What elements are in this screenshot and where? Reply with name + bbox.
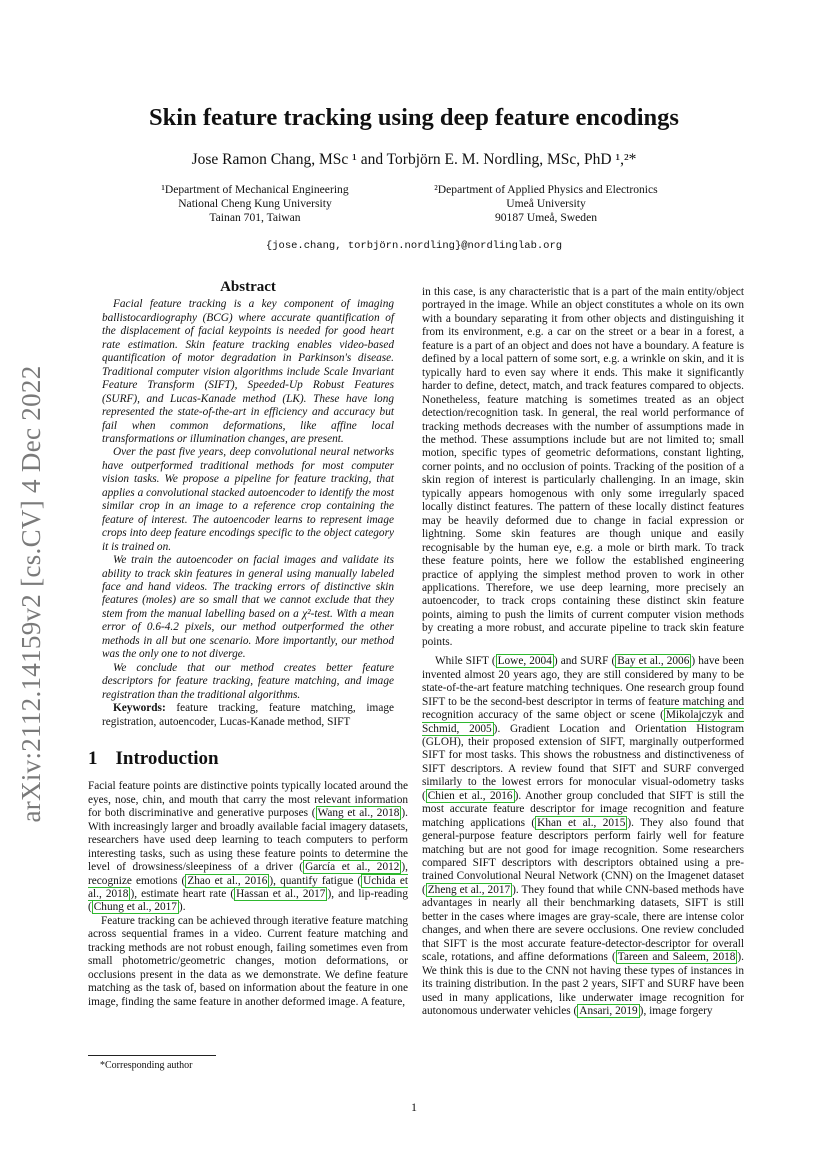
- citation-link[interactable]: Wang et al., 2018: [317, 807, 400, 820]
- abstract-paragraph: Facial feature tracking is a key component of imaging ballistocardiography (BCG) where accurate quantification of the displacement of facial keypoints is needed for good heart rate estimation. Skin feature tracking enables video-based quantification of motor degradation in Parkinson's disease. Traditional computer vision algorithms include Scale Invariant Feature Transform (SIFT), Speeded-Up Robust Features (SURF), and Lucas-Kanade method (LK). These have long represented the state-of-the-art in efficiency and accuracy but fail when common deformations, like affine local transformations or illumination changes, are present.: [102, 298, 394, 445]
- citation-link[interactable]: Uchida et al., 2018: [88, 874, 408, 901]
- abstract-paragraph: We conclude that our method creates better feature descriptors for feature tracking, feature matching, and image registration than the traditional algorithms.: [102, 661, 394, 701]
- affiliation-2: [415, 183, 677, 225]
- citation-link[interactable]: Hassan et al., 2017: [236, 888, 326, 901]
- citation-link[interactable]: Ansari, 2019: [579, 1005, 638, 1018]
- section-number: 1: [88, 747, 98, 769]
- citation-link[interactable]: Chien et al., 2016: [427, 789, 513, 802]
- text-run: . Another group concluded that SIFT is still the most accurate feature descriptor for image recognition and feature matching applications: [422, 789, 744, 829]
- text-run: , recognize emotions: [88, 861, 408, 887]
- body-paragraph: in this case, is any characteristic that is a part of the main entity/object portrayed in the image. While an object constitutes a whole on its own with a boundary separating it from other objects and distinguishing it from its environment, e.g. a car on the street or a bear in a forest, a feature is a part of an object and does not have a boundary. A feature is defined by a local pattern of some sort, e.g. a wrinkle on skin, and it is typically hard to even say where it ends. This make it significantly harder to define, detect, match, and track features compared to objects. Nonetheless, feature matching is sometimes treated as an object detection/recognition task. In general, the real world performance of tracking methods decreases with the number of assumptions made in the method. These assumptions include but are not limited to; small motion, specific types of geometric deformations, constant lighting, corner points, and no occlusion of points. Tracking of the position of a skin region of interest is particularly challenging. In an image, skin typically appears homogenous with only some irregularly spaced locally distinct features. The pattern of these locally distinct features may be heavily deformed due to change in facial expression or lightning. Some skin features are though unique and easily recognisable by the human eye, e.g. a mole or birth mark. To track these feature points, here we follow the established engineering practice of applying the simplest method proven to work in other applications. Therefore, we use deep learning, more precisely an autoencoder, to track crops containing these distinct skin feature points, aiming to push the limits of current computer vision methods by creating a more robust, and accurate pipeline to track skin feature points.: [422, 286, 744, 648]
- text-run: . Gradient Location and Orientation Histogram (GLOH), their proposed extension of SIFT, marginally outperformed SIFT for most tasks. This shows the robustness and distinctiveness of SIFT descriptors. A review found that SIFT and SURF converged similarly to the lowest errors for monocular visual-odometry tasks: [422, 722, 745, 789]
- keywords-text: feature tracking, feature matching, image registration, autoencoder, Lucas-Kanade method, SIFT: [102, 702, 394, 728]
- footnote-rule: [88, 1055, 216, 1056]
- text-run: , image forgery: [643, 1005, 713, 1018]
- text-run: .: [182, 901, 186, 914]
- citation-link[interactable]: Zhao et al., 2016: [187, 874, 268, 887]
- abstract-paragraph: Over the past five years, deep convolutional neural networks have outperformed traditional methods for most computer vision tasks. We propose a pipeline for feature tracking, that applies a convolutional stacked autoencoder to identify the most similar crop in an image to a reference crop containing the feature of interest. The autoencoder learns to represent image crops into deep feature encodings specific to the object category it is trained on.: [102, 446, 394, 553]
- page-number: 1: [411, 1100, 417, 1114]
- affiliation-line: Tainan 701, Taiwan: [209, 211, 301, 224]
- abstract-heading: Abstract: [220, 279, 276, 295]
- abstract-body: [88, 298, 408, 702]
- section-title: Introduction: [115, 747, 219, 769]
- paper-title: Skin feature tracking using deep feature encodings: [149, 104, 679, 131]
- affiliation-line: 90187 Umeå, Sweden: [494, 211, 598, 224]
- text-run: . We think this is due to the CNN not having these types of instances in its training distribution. In the past 2 years, SIFT and SURF have been used in many applications, like underwater image recognition for autonomous underwater vehicles: [422, 951, 744, 1018]
- text-run: While SIFT: [435, 655, 489, 668]
- keywords-label: Keywords:: [113, 702, 166, 715]
- citation-link[interactable]: Tareen and Saleem, 2018: [617, 951, 736, 964]
- abstract-paragraph: We train the autoencoder on facial images and validate its ability to track skin features in general using manually labeled face and hand videos. The tracking errors of distinctive skin features (moles) are so small that we cannot exclude that they stem from the manual labelling based on a χ²-test. With a mean error of 0.6-4.2 pixels, our method outperformed the other methods in all but one scenario. More importantly, our method was the only one to not diverge.: [102, 554, 394, 661]
- text-run: and SURF: [560, 655, 609, 668]
- contact-email[interactable]: {jose.chang, torbjörn.nordling}@nordlinglab.org: [265, 240, 563, 252]
- text-run: . They found that while CNN-based methods have advantages in nearly all their benchmarking datasets, SIFT is still better in the cases where images are gray-scale, there are intense color changes, and when there are severe occlusions. One review concluded that SIFT is the most accurate feature-detector-descriptor for overall scale, rotations, and affine deformations: [422, 883, 744, 964]
- citation-link[interactable]: Bay et al., 2006: [617, 655, 690, 668]
- arxiv-identifier: arXiv:2112.14159v2 [cs.CV] 4 Dec 2022: [16, 365, 46, 823]
- affiliation-line: ²Department of Applied Physics and Electronics: [434, 183, 658, 196]
- intro-paragraph-1: Facial feature points are distinctive points typically located around the eyes, nose, chin, and mouth that carry the most relevant information for both discriminative and generative purposes ( Wang et al., 2018 ). With increasingly larger and broadly available facial imagery datasets, researchers have used deep learning to teach computers to perform interesting tasks, such as using these feature points to determine the level of drowsiness/sleepiness of a driver ( García et al., 2012 ), recognize emotions ( Zhao et al., 2016 ), quantify fatigue ( Uchida et al., 2018 ), estimate heart rate ( Hassan et al., 2017 ), and lip-reading ( Chung et al., 2017 ).: [88, 780, 408, 914]
- citation-link[interactable]: Lowe, 2004: [497, 655, 552, 668]
- citation-link[interactable]: Mikolajczyk and Schmid, 2005: [422, 709, 744, 735]
- text-run: , quantify fatigue: [273, 874, 354, 887]
- citation-link[interactable]: García et al., 2012: [305, 861, 400, 874]
- keywords: [88, 702, 408, 729]
- text-run: , estimate heart rate: [134, 888, 227, 901]
- citation-link[interactable]: Zheng et al., 2017: [427, 883, 511, 896]
- footnote: *Corresponding author: [100, 1060, 193, 1071]
- text-run: have been invented almost 20 years ago, they are still considered by many to be state-of-the-art feature matching techniques. One research group found SIFT to be the second-best descriptor in terms of feature matching and recognition accuracy of the same object or scene: [422, 655, 744, 722]
- left-column: [88, 281, 408, 1009]
- affiliation-line: Umeå University: [506, 197, 586, 210]
- intro-paragraph-2: Feature tracking can be achieved through iterative feature matching across sequential frames in a video. Current feature matching and tracking methods are not robust enough, failing sometimes even from small photometric/geometric changes, motion deformations, or occlusions present in the data as we demonstrate. We define feature matching as the task of, based on information about the feature in one image, finding the same feature in another deformed image. A feature,: [88, 914, 408, 1008]
- citation-link[interactable]: Khan et al., 2015: [537, 816, 626, 829]
- text-run: . With increasingly larger and broadly available facial imagery datasets, researchers have used deep learning to teach computers to perform interesting tasks, such as using these feature points to determine the level of drowsiness/sleepiness of a driver: [88, 807, 408, 874]
- text-run: . They also found that general-purpose feature descriptors perform fairly well for feature matching but are not good for image recognition. Some researchers compared SIFT descriptors with descriptors obtained using a pre-trained Convolutional Neural Network (CNN) on the Imagenet dataset: [422, 816, 744, 883]
- affiliation-1: [130, 183, 380, 225]
- section-heading-introduction: [88, 747, 408, 769]
- citation-link[interactable]: Chung et al., 2017: [93, 901, 177, 914]
- affiliation-line: ¹Department of Mechanical Engineering: [161, 183, 349, 196]
- right-column: [422, 286, 744, 1018]
- body-paragraph-sift: While SIFT ( Lowe, 2004 ) and SURF ( Bay et al., 2006 ) have been invented almost 20 years ago, they are still considered by many to be state-of-the-art feature matching techniques. One research group found SIFT to be the second-best descriptor in terms of feature matching and recognition accuracy of the same object or scene ( Mikolajczyk and Schmid, 2005 ). Gradient Location and Orientation Histogram (GLOH), their proposed extension of SIFT, marginally outperformed SIFT for most tasks. This shows the robustness and distinctiveness of SIFT descriptors. A review found that SIFT and SURF converged similarly to the lowest errors for monocular visual-odometry tasks ( Chien et al., 2016 ). Another group concluded that SIFT is still the most accurate feature descriptor for image recognition and feature matching applications ( Khan et al., 2015 ). They also found that general-purpose feature descriptors perform fairly well for feature matching but are not good for image recognition. Some researchers compared SIFT descriptors with descriptors obtained using a pre-trained Convolutional Neural Network (CNN) on the Imagenet dataset ( Zheng et al., 2017 ). They found that while CNN-based methods have advantages in nearly all their benchmarking datasets, SIFT is still better in the cases where images are gray-scale, there are intense color changes, and when there are severe occlusions. One review concluded that SIFT is the most accurate feature-detector-descriptor for overall scale, rotations, and affine deformations ( Tareen and Saleem, 2018 ). We think this is due to the CNN not having these types of instances in its training distribution. In the past 2 years, SIFT and SURF have been used in many applications, like underwater image recognition for autonomous underwater vehicles ( Ansari, 2019 ), image forgery: [422, 655, 745, 1018]
- author-line: Jose Ramon Chang, MSc ¹ and Torbjörn E. M. Nordling, MSc, PhD ¹,²*: [191, 151, 637, 168]
- affiliation-line: National Cheng Kung University: [178, 197, 332, 210]
- text-run: Facial feature points are distinctive points typically located around the eyes, nose, chin, and mouth that carry the most relevant information for both discriminative and generative purposes: [88, 780, 408, 820]
- text-run: , and lip-reading: [331, 888, 408, 901]
